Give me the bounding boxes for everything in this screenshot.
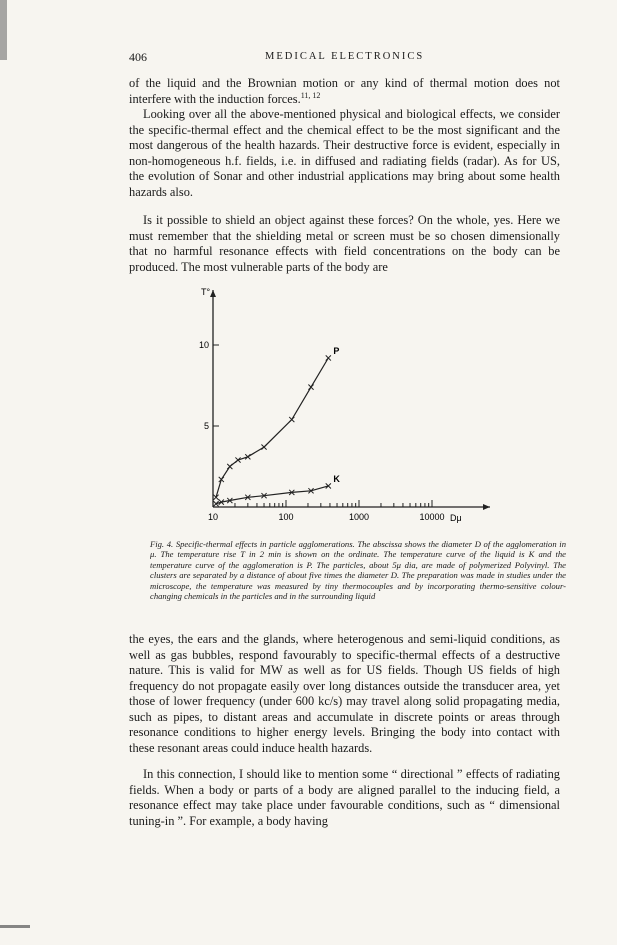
caption-text: The abscissa shows the diameter D of the agglomeration in μ. The temperature rise T in 2 min is shown on the ordinate. The temperature curve of the liquid is K and the temperature curve of the agglomeration is P. The particles, about 5μ dia, are made of polymerized Polyvinyl. The clusters are separated by a distance of about five times the diameter D. The preparation was made in studies under the microscope, the temperature was measured by tiny thermocouples and by incorporating thermo-sensitive colour-changing chemicals in the particles and in the surrounding liquid [150, 539, 566, 602]
series-line-K [216, 486, 328, 504]
footnote-reference: 11, 12 [300, 90, 321, 100]
paragraph: Looking over all the above-mentioned physical and biological effects, we consider the specific-thermal effect and the chemical effect to be the most significant and the most dangerous of the health hazards. Their destructive force is evident, especially in non-homogeneous h.f. fields, i.e. in diffused and radiating fields (radar). As for US, the evolution of Sonar and other industrial applications may bring about some health hazards also. [129, 107, 560, 199]
x-tick-label: 10000 [419, 512, 445, 522]
paragraph: of the liquid and the Brownian motion or any kind of thermal motion does not interfere with the induction forces.$^{11, 12}$ [129, 76, 560, 106]
series-line-P [216, 358, 328, 497]
paragraph: In this connection, I should like to mention some “ directional ” effects of radiating fields. When a body or parts of a body are aligned parallel to the inducing field, a resonance effect may take place under favourable conditions, such as “ dimensional tuning-in ”. For example, a body having [129, 767, 560, 828]
x-axis-label: Dμ [450, 513, 462, 523]
data-point-P [261, 444, 266, 449]
series-label-P: P [333, 345, 340, 356]
figure-caption [150, 539, 566, 601]
y-axis-label: T° [201, 287, 211, 297]
caption-lead: Fig. 4. Specific-thermal effects in particle agglomerations. [150, 539, 355, 549]
scan-edge-mark [0, 0, 7, 60]
paragraph: the eyes, the ears and the glands, where heterogenous and semi-liquid conditions, as well as gas bubbles, respond favourably to specific-thermal effects of a destructive nature. This is valid for MW as well as for US fields. Though US fields of high frequency do not propagate easily over long distances outside the transducer area, yet those of lower frequency (under 600 kc/s) may travel along solid propagating media, such as pipes, to distant areas and accumulate in discrete points or areas through resonance conditions to higher energy levels. Bringing the body into contact with these resonant areas could induce health hazards. [129, 632, 560, 755]
series-label-K: K [333, 473, 340, 484]
x-tick-label: 10 [207, 512, 219, 522]
data-point-P [289, 417, 294, 422]
running-title: MEDICAL ELECTRONICS [265, 51, 425, 62]
x-tick-label: 100 [278, 512, 294, 522]
scan-edge-mark [0, 925, 30, 928]
y-tick-label: 10 [198, 340, 209, 350]
y-axis-arrow [210, 290, 216, 297]
paragraph: Is it possible to shield an object against these forces? On the whole, yes. Here we must remember that the shielding metal or screen must be so chosen dimensionally that no harmful resonance effects with field concentrations on the body can be produced. The most vulnerable parts of the body are [129, 213, 560, 274]
data-point-P [308, 385, 313, 390]
x-axis-arrow [483, 504, 490, 510]
page-header [129, 50, 559, 66]
line-chart [190, 282, 510, 532]
y-tick-label: 5 [203, 421, 209, 431]
x-tick-label: 1000 [348, 512, 370, 522]
page-number: 406 [129, 50, 147, 64]
data-point-P [227, 464, 232, 469]
figure [190, 282, 510, 532]
data-point-P [326, 355, 331, 360]
